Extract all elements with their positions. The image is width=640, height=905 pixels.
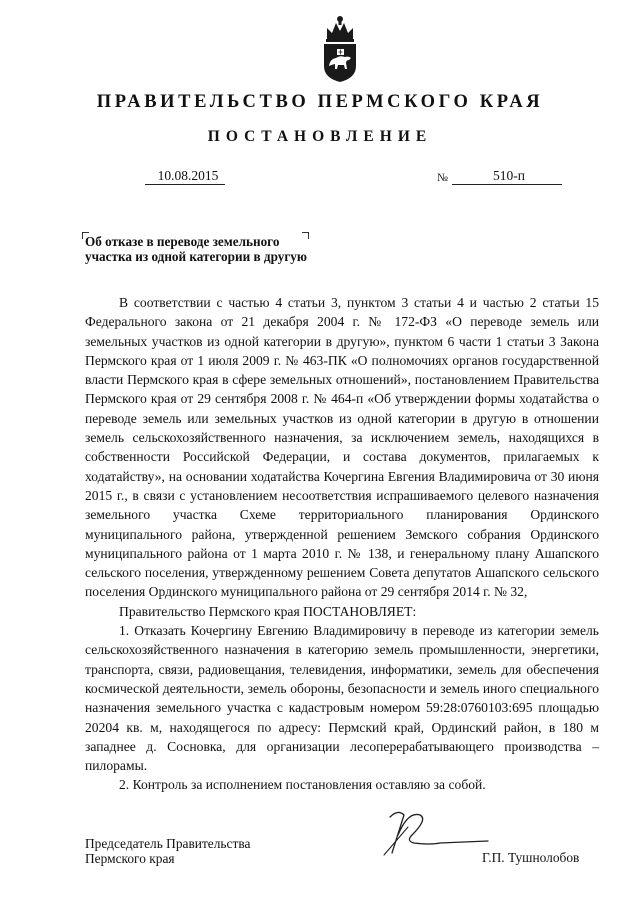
item-2-paragraph: 2. Контроль за исполнением постановления оставляю за собой. [119, 777, 486, 793]
document-type: ПОСТАНОВЛЕНИЕ [207, 128, 433, 145]
document-title [85, 234, 307, 264]
document-body [85, 293, 599, 795]
date-underline [145, 184, 225, 185]
number-underline [452, 184, 562, 185]
title-line-1: Об отказе в переводе земельного [85, 234, 280, 249]
resolution-statement: Правительство Пермского края ПОСТАНОВЛЯЕТ: [119, 603, 417, 619]
preamble-paragraph: В соответствии с частью 4 статьи 3, пунктом 3 статьи 4 и частью 2 статьи 15 Федерального закона от 21 декабря 2004 г. № 172-ФЗ «О переводе земель или земельных участков из одной категории в другую», пунктом 6 части 1 статьи 3 Закона Пермского края от 1 июля 2009 г. № 463-ПК «О полномочиях органов государственной власти Пермского края в сфере земельных отношений», постановлением Правительства Пермского края от 29 сентября 2008 г. № 464-п «Об утверждении формы ходатайства о переводе земель или земельных участков из одной категории в другую в отношении земель сельскохозяйственного назначения, за исключением земель, находящихся в собственности Российской Федерации, и состава документов, прилагаемых к ходатайству», на основании ходатайства Кочергина Евгения Владимировича от 30 июня 2015 г., в связи с установлением несоответствия испрашиваемого целевого назначения земельного участка Схеме территориального планирования Ординского муниципального района, утвержденной решением Земского собрания Ординского муниципального района от 1 марта 2010 г. № 138, и генеральному плану Ашапского сельского поселения, утвержденному решением Совета депутатов Ашапского сельского поселения Ординского муниципального района от 29 сентября 2014 г. № 32, [85, 295, 599, 600]
signatory-title-line-1: Председатель Правительства [85, 836, 251, 851]
signatory-title-line-2: Пермского края [85, 851, 175, 866]
item-1-paragraph: 1. Отказать Кочергину Евгению Владимировичу в переводе из категории земель сельскохозяйственного назначения в категорию земель промышленности, энергетики, транспорта, связи, радиовещания, телевидения, информатики, земель для обеспечения космической деятельности, земель обороны, безопасности и земель иного специального назначения земельного участка с кадастровым номером 59:28:0760103:695 площадью 20204 кв. м, находящегося по адресу: Пермский край, Ординский район, в 180 м западнее д. Сосновка, для организации лесоперерабатывающего производства – пилорамы. [85, 623, 599, 774]
number-sign: № [437, 172, 448, 184]
document-number: 510-п [493, 168, 525, 183]
perm-krai-coat-of-arms-icon [318, 14, 362, 84]
title-line-2: участка из одной категории в другую [85, 249, 307, 264]
government-name: ПРАВИТЕЛЬСТВО ПЕРМСКОГО КРАЯ [96, 92, 544, 112]
signatory-name: Г.П. Тушнолобов [482, 850, 580, 865]
handwritten-signature [368, 805, 493, 865]
signatory-title [85, 836, 250, 866]
document-date: 10.08.2015 [157, 168, 219, 183]
